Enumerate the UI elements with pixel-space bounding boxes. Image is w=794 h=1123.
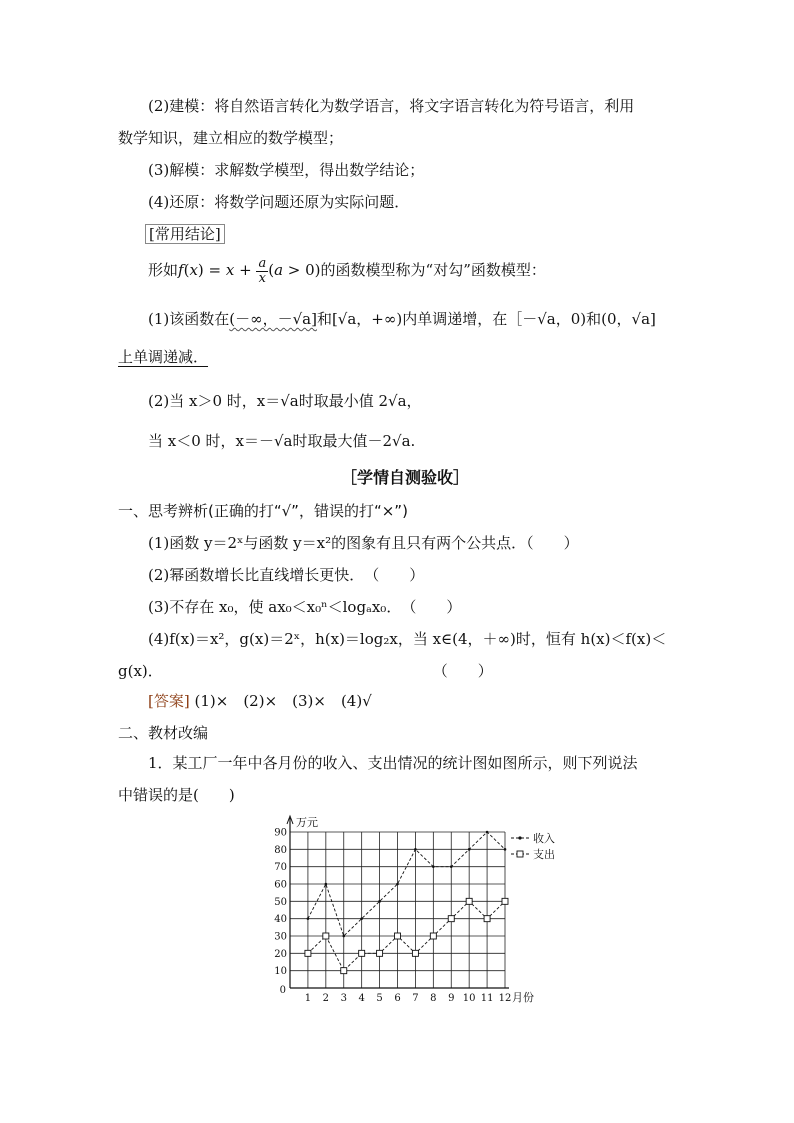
x-tick-label: 7 [412,993,419,1004]
expense-point [305,950,311,956]
conclusion-intro [148,255,546,286]
p1-tail: 上单调递减． [118,348,209,366]
x-tick-label: 11 [480,993,494,1004]
origin-label: 0 [279,985,286,996]
step-2-line-1: (2)建模：将自然语言转化为数学语言，将文字语言转化为符号语言，利用 [148,97,635,115]
question-4-line-1: (4)f(x)＝x²，g(x)＝2ˣ，h(x)＝log₂x，当 x∈(4，＋∞)时，恒有 h(x)＜f(x)＜ [148,630,667,648]
x-tick-label: 1 [304,993,312,1004]
x-tick-label: 4 [358,993,365,1004]
x-axis-label: 月份 [512,991,534,1004]
x-tick-label: 9 [448,993,455,1004]
answer-tag: [答案] [148,692,190,710]
income-point [396,883,399,886]
part-1-title: 一、思考辨析(正确的打“√”，错误的打“×”) [118,502,408,520]
expense-point [484,916,490,922]
income-point [325,883,328,886]
x-tick-label: 10 [462,993,476,1004]
expense-point [359,950,365,956]
income-point [378,900,381,903]
y-tick-label: 20 [274,948,287,960]
conclusion-tag-text: [常用结论] [145,224,225,244]
question-2: (2)幂函数增长比直线增长更快． （ ） [148,566,425,584]
property-1-line-1 [148,308,656,330]
formula: f(x) = x + $\frac{a}{x}$ (a > 0) [178,255,321,286]
intro-suffix: 的函数模型称为“对勾”函数模型： [320,261,546,279]
y-tick-label: 80 [274,844,287,856]
step-4: (4)还原：将数学问题还原为实际问题． [148,193,410,211]
x-tick-label: 12 [498,993,512,1004]
question-3: (3)不存在 x₀，使 ax₀＜x₀ⁿ＜logₐx₀． （ ） [148,598,462,616]
part-2-question-1-line-1: 1．某工厂一年中各月份的收入、支出情况的统计图如图所示，则下列说法 [148,754,638,772]
income-point [414,848,417,851]
y-tick-label: 40 [274,914,287,926]
legend-marker-circle [518,836,521,839]
expense-point [395,933,401,939]
income-point [307,917,310,920]
x-tick-label: 5 [376,993,383,1004]
income-point [342,935,345,938]
income-point [468,848,471,851]
expense-point [430,933,436,939]
question-1: (1)函数 y＝2ˣ与函数 y＝x²的图象有且只有两个公共点．（ ） [148,534,579,552]
income-point [504,848,507,851]
expense-point [323,933,329,939]
x-tick-label: 8 [430,993,437,1004]
x-tick-label: 2 [322,993,330,1004]
x-tick-label: 3 [340,993,347,1004]
y-tick-label: 10 [274,966,287,978]
x-tick-label: 6 [394,993,401,1004]
p1-prefix: (1)该函数在 [148,310,230,328]
answer-text: (1)× (2)× (3)× (4)√ [194,692,372,710]
y-tick-label: 90 [274,827,287,839]
y-axis-label: 万元 [296,816,318,829]
y-tick-label: 50 [274,896,287,908]
property-2-line-2: 当 x＜0 时，x＝－√a时取最大值－2√a. [148,432,416,450]
step-2-line-2: 数学知识，建立相应的数学模型； [118,129,344,147]
legend-marker-square [517,851,523,857]
expense-point [341,968,347,974]
property-2-line-1: (2)当 x＞0 时，x＝√a时取最小值 2√a， [148,392,422,410]
legend-label: 收入 [533,832,555,845]
y-tick-label: 60 [274,879,287,891]
question-4-line-2: g(x)． （ ） [118,662,493,680]
legend-label: 支出 [533,848,555,861]
expense-point [448,916,454,922]
expense-point [377,950,383,956]
expense-point [466,898,472,904]
y-tick-label: 70 [274,862,287,874]
income-point [360,917,363,920]
income-point [432,865,435,868]
answer-line [148,690,372,712]
expense-point [412,950,418,956]
part-2-title: 二、教材改编 [118,724,209,742]
income-point [486,831,489,834]
section-title: ［学情自测验收］ [341,468,470,487]
step-3: (3)解模：求解数学模型，得出数学结论； [148,161,425,179]
income-expense-chart [260,808,560,1008]
p1-interval-1: (－∞，－√a] [229,310,317,328]
conclusion-tag [145,223,225,245]
part-2-question-1-line-2: 中错误的是( ) [118,786,235,804]
income-point [450,865,453,868]
property-1-line-2 [118,346,208,368]
expense-point [502,898,508,904]
y-tick-label: 30 [274,931,287,943]
p1-mid: 和[√a，+∞)内单调递增，在［－√a，0)和(0，√a] [316,310,656,328]
intro-prefix: 形如 [148,261,179,279]
